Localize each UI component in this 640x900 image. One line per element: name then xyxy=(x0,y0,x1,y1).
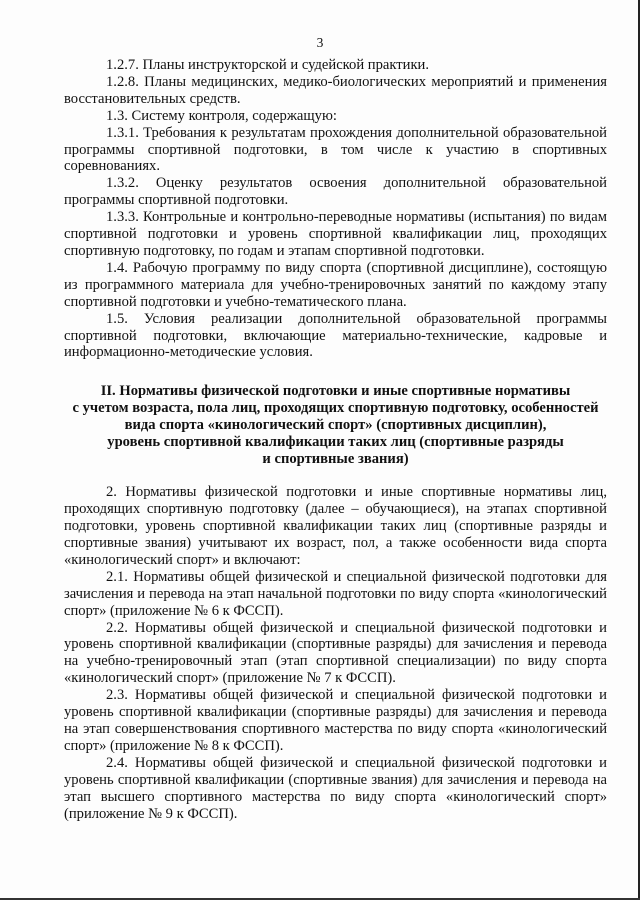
paragraph-2-2: 2.2. Нормативы общей физической и специальной физической подготовки и уровень спортивной квалификации (спортивные разряды) для зачисления и перевода на учебно-тренировочный этап (этап спортивной специализации) по виду спорта «кинологический спорт» (приложение № 7 к ФССП). xyxy=(64,619,607,687)
section-heading-line: и спортивные звания) xyxy=(262,451,409,468)
section-heading-line: с учетом возраста, пола лиц, проходящих спортивную подготовку, особенностей xyxy=(72,400,599,417)
section-heading-line: II. Нормативы физической подготовки и иные спортивные нормативы xyxy=(100,383,571,400)
section-spacer xyxy=(64,361,607,383)
paragraph-1-3: 1.3. Систему контроля, содержащую: xyxy=(106,107,337,124)
paragraph-1-3-3: 1.3.3. Контрольные и контрольно-переводные нормативы (испытания) по видам спортивной подготовки и уровень спортивной квалификации лиц, проходящих спортивную подготовку, по годам и этапам спортивной подготовки. xyxy=(64,209,607,259)
section-heading-line: вида спорта «кинологический спорт» (спортивных дисциплин), xyxy=(124,417,547,434)
page-number: 3 xyxy=(316,35,324,50)
paragraph-1-2-7: 1.2.7. Планы инструкторской и судейской практики. xyxy=(106,57,429,73)
paragraph-2-3: 2.3. Нормативы общей физической и специальной физической подготовки и уровень спортивной квалификации (спортивные разряды) для зачисления и перевода на этап совершенствования спортивного мастерства по виду спорта «кинологический спорт» (приложение № 8 к ФССП). xyxy=(64,687,607,754)
section-heading xyxy=(64,383,607,468)
paragraph-1-3-1: 1.3.1. Требования к результатам прохождения дополнительной образовательной программы спортивной подготовки, в том числе к участию в спортивных соревнованиях. xyxy=(64,124,607,175)
section-spacer xyxy=(64,468,607,484)
paragraph-2-4: 2.4. Нормативы общей физической и специальной физической подготовки и уровень спортивной квалификации (спортивные звания) для зачисления и перевода на этап высшего спортивного мастерства по виду спорта «кинологический спорт» (приложение № 9 к ФССП). xyxy=(64,754,607,822)
document-body xyxy=(64,57,607,822)
paragraph-1-3-2: 1.3.2. Оценку результатов освоения дополнительной образовательной программы спортивной подготовки. xyxy=(64,175,607,209)
paragraph-1-2-8: 1.2.8. Планы медицинских, медико-биологических мероприятий и применения восстановительных средств. xyxy=(64,73,607,107)
paragraph-1-4: 1.4. Рабочую программу по виду спорта (спортивной дисциплине), состоящую из программного материала для учебно-тренировочных занятий по каждому этапу спортивной подготовки и учебно-тематического плана. xyxy=(64,259,607,310)
section-heading-line: уровень спортивной квалификации таких лиц (спортивные разряды xyxy=(107,434,564,451)
paragraph-1-5: 1.5. Условия реализации дополнительной образовательной программы спортивной подготовки, включающие материально-технические, кадровые и информационно-методические условия. xyxy=(64,310,607,361)
paragraph-2: 2. Нормативы физической подготовки и иные спортивные нормативы лиц, проходящих спортивную подготовку (далее – обучающиеся), на этапах спортивной подготовки, уровень спортивной квалификации таких лиц (спортивные разряды и спортивные звания) учитывают их возраст, пол, а также особенности вида спорта «кинологический спорт» и включают: xyxy=(64,484,607,568)
paragraph-2-1: 2.1. Нормативы общей физической и специальной физической подготовки для зачисления и перевода на этап начальной подготовки по виду спорта «кинологический спорт» (приложение № 6 к ФССП). xyxy=(64,568,607,619)
